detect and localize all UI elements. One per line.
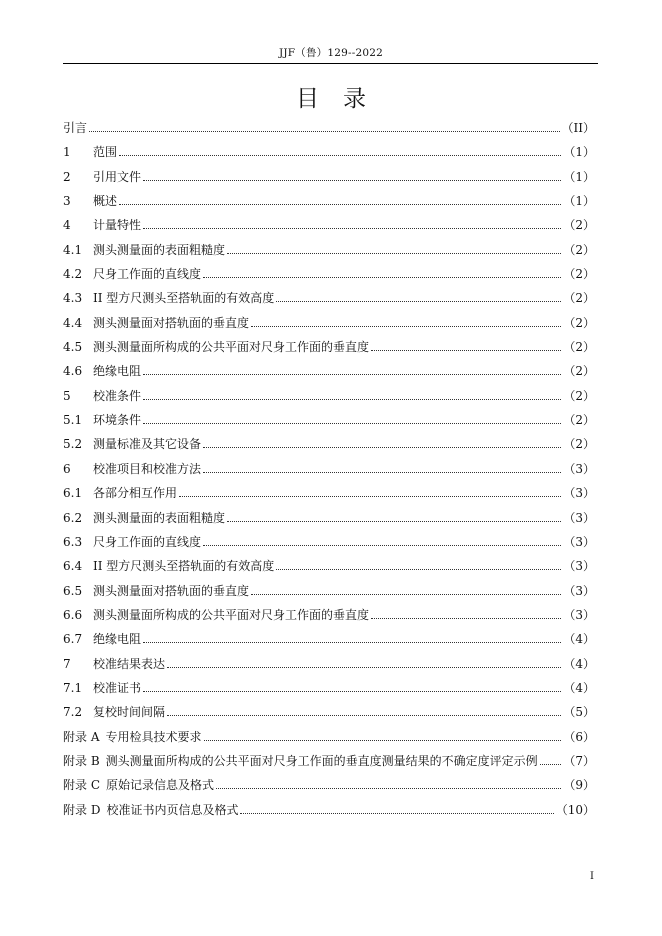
toc-entry-title: 绝缘电阻	[93, 632, 142, 647]
toc-entry-title: 尺身工作面的直线度	[93, 534, 202, 549]
toc-entry-title: 测头测量面对搭轨面的垂直度	[93, 315, 250, 330]
toc-entry-number: 附录 C	[63, 778, 100, 793]
toc-entry-page: （2）	[563, 413, 595, 428]
toc-entry-title: 测头测量面所构成的公共平面对尺身工作面的垂直度测量结果的不确定度评定示例	[105, 753, 538, 768]
toc-dot-leader	[540, 763, 562, 765]
toc-entry-number: 7.1	[63, 680, 83, 695]
table-of-contents	[63, 116, 595, 822]
toc-dot-leader	[203, 446, 561, 448]
toc-dot-leader	[143, 179, 561, 181]
toc-dot-leader	[227, 520, 561, 522]
toc-entry[interactable]	[63, 579, 595, 603]
toc-entry[interactable]	[63, 554, 595, 578]
toc-entry-page: （1）	[563, 194, 595, 209]
toc-entry-title: 复校时间间隔	[93, 705, 166, 720]
toc-entry-page: （7）	[563, 753, 595, 768]
toc-entry-page: （4）	[563, 680, 595, 695]
toc-entry-number: 4.2	[63, 267, 83, 282]
toc-dot-leader	[119, 203, 561, 205]
toc-dot-leader	[203, 276, 561, 278]
toc-entry-title: II 型方尺测头至搭轨面的有效高度	[93, 559, 275, 574]
toc-entry-title: 原始记录信息及格式	[106, 778, 215, 793]
toc-entry-title: 测头测量面的表面粗糙度	[93, 510, 226, 525]
toc-entry-number: 4.6	[63, 364, 83, 379]
toc-entry[interactable]	[63, 481, 595, 505]
toc-entry-page: （1）	[563, 145, 595, 160]
toc-entry[interactable]	[63, 384, 595, 408]
toc-entry-page: （2）	[563, 242, 595, 257]
toc-entry-number: 6.2	[63, 510, 83, 525]
toc-entry-number: 5.1	[63, 413, 83, 428]
toc-entry-page: （4）	[563, 632, 595, 647]
toc-entry-title: 校准项目和校准方法	[93, 461, 202, 476]
toc-entry-page: （3）	[563, 559, 595, 574]
toc-dot-leader	[203, 544, 561, 546]
toc-entry[interactable]	[63, 676, 595, 700]
toc-dot-leader	[143, 422, 561, 424]
toc-entry-title: 计量特性	[93, 218, 142, 233]
toc-entry-page: （3）	[563, 461, 595, 476]
toc-entry-title: 绝缘电阻	[93, 364, 142, 379]
toc-dot-leader	[227, 252, 561, 254]
toc-entry-page: （2）	[563, 218, 595, 233]
toc-entry-title: 专用检具技术要求	[105, 729, 202, 744]
header-rule	[63, 63, 598, 64]
toc-entry-number: 4.5	[63, 340, 83, 355]
toc-entry-page: （4）	[563, 656, 595, 671]
toc-dot-leader	[251, 325, 561, 327]
toc-entry[interactable]	[63, 725, 595, 749]
document-code-header: JJF（鲁）129--2022	[278, 47, 384, 59]
toc-entry[interactable]	[63, 506, 595, 530]
toc-dot-leader	[143, 690, 561, 692]
toc-entry-number: 4.3	[63, 291, 83, 306]
toc-entry-number: 6.4	[63, 559, 83, 574]
toc-entry-page: （3）	[563, 534, 595, 549]
toc-entry[interactable]	[63, 773, 595, 797]
toc-entry-title: 各部分相互作用	[93, 486, 178, 501]
toc-entry-page: （10）	[555, 802, 595, 817]
toc-entry[interactable]	[63, 359, 595, 383]
toc-entry-title: 概述	[93, 194, 118, 209]
toc-entry-title: 尺身工作面的直线度	[93, 267, 202, 282]
toc-entry[interactable]	[63, 238, 595, 262]
toc-dot-leader	[203, 471, 561, 473]
toc-entry-number: 1	[63, 145, 71, 160]
toc-entry-title: 环境条件	[93, 413, 142, 428]
toc-entry[interactable]	[63, 798, 595, 822]
toc-entry-page: （II）	[561, 121, 595, 135]
toc-entry-number: 附录 A	[63, 729, 100, 744]
toc-entry-number: 附录 B	[63, 753, 100, 768]
toc-dot-leader	[143, 227, 561, 229]
toc-entry-number: 5	[63, 388, 71, 403]
toc-entry[interactable]	[63, 286, 595, 310]
toc-dot-leader	[276, 568, 561, 570]
toc-entry-page: （5）	[563, 705, 595, 720]
toc-entry-number: 4	[63, 218, 71, 233]
toc-dot-leader	[119, 154, 561, 156]
toc-entry-page: （2）	[563, 340, 595, 355]
toc-entry[interactable]	[63, 700, 595, 724]
toc-dot-leader	[167, 666, 561, 668]
toc-title: 目录	[296, 86, 390, 112]
toc-entry[interactable]	[63, 189, 595, 213]
toc-dot-leader	[143, 398, 561, 400]
toc-entry[interactable]	[63, 140, 595, 164]
toc-entry-number: 4.1	[63, 242, 83, 257]
toc-entry-number: 3	[63, 194, 71, 209]
toc-entry-page: （2）	[563, 437, 595, 452]
toc-entry-page: （3）	[563, 486, 595, 501]
toc-entry-number: 6.3	[63, 534, 83, 549]
toc-entry[interactable]	[63, 627, 595, 651]
toc-entry[interactable]	[63, 432, 595, 456]
toc-dot-leader	[276, 300, 561, 302]
toc-entry-number: 6.1	[63, 486, 83, 501]
toc-entry-title: 校准条件	[93, 388, 142, 403]
toc-entry[interactable]	[63, 603, 595, 627]
toc-entry-number: 6	[63, 461, 71, 476]
toc-entry-title: II 型方尺测头至搭轨面的有效高度	[93, 291, 275, 306]
toc-entry[interactable]	[63, 457, 595, 481]
toc-entry-title: 校准证书内页信息及格式	[106, 802, 239, 817]
toc-entry[interactable]	[63, 311, 595, 335]
toc-entry-page: （2）	[563, 315, 595, 330]
toc-entry-title: 测头测量面的表面粗糙度	[93, 242, 226, 257]
toc-entry[interactable]	[63, 652, 595, 676]
toc-entry[interactable]	[63, 530, 595, 554]
toc-dot-leader	[371, 349, 561, 351]
toc-entry-number: 6.6	[63, 607, 83, 622]
page-number: I	[590, 871, 594, 882]
toc-entry[interactable]	[63, 408, 595, 432]
toc-entry-page: （2）	[563, 267, 595, 282]
toc-entry[interactable]	[63, 262, 595, 286]
toc-entry-page: （2）	[563, 388, 595, 403]
toc-entry-title: 测头测量面对搭轨面的垂直度	[93, 583, 250, 598]
toc-entry-number: 6.5	[63, 583, 83, 598]
toc-entry[interactable]	[63, 165, 595, 189]
toc-entry-title: 校准证书	[93, 680, 142, 695]
toc-entry[interactable]	[63, 749, 595, 773]
toc-entry-number: 2	[63, 169, 71, 184]
toc-entry-page: （3）	[563, 607, 595, 622]
toc-dot-leader	[167, 714, 561, 716]
toc-entry-page: （3）	[563, 510, 595, 525]
toc-entry-number: 7.2	[63, 705, 83, 720]
toc-entry-number: 7	[63, 656, 71, 671]
toc-entry-title: 范围	[93, 145, 118, 160]
toc-entry-page: （3）	[563, 583, 595, 598]
toc-entry-number: 5.2	[63, 437, 83, 452]
toc-entry-number: 附录 D	[63, 802, 101, 817]
toc-entry-title: 引用文件	[93, 169, 142, 184]
toc-dot-leader	[204, 739, 562, 741]
toc-entry-title: 测量标准及其它设备	[93, 437, 202, 452]
toc-entry[interactable]	[63, 335, 595, 359]
toc-entry-page: （2）	[563, 364, 595, 379]
toc-entry-title: 测头测量面所构成的公共平面对尺身工作面的垂直度	[93, 340, 370, 355]
toc-dot-leader	[179, 495, 561, 497]
toc-entry-page: （9）	[563, 778, 595, 793]
toc-entry-title: 校准结果表达	[93, 656, 166, 671]
toc-dot-leader	[240, 812, 553, 814]
toc-entry-page: （6）	[563, 729, 595, 744]
toc-entry-number: 4.4	[63, 315, 83, 330]
toc-dot-leader	[216, 787, 561, 789]
toc-entry[interactable]	[63, 213, 595, 237]
toc-dot-leader	[143, 373, 561, 375]
toc-dot-leader	[371, 617, 561, 619]
toc-entry-number: 6.7	[63, 632, 83, 647]
toc-dot-leader	[89, 130, 560, 132]
toc-dot-leader	[251, 593, 561, 595]
toc-entry-page: （1）	[563, 169, 595, 184]
toc-dot-leader	[143, 641, 561, 643]
toc-entry-page: （2）	[563, 291, 595, 306]
toc-entry-title: 引言	[63, 121, 88, 135]
toc-entry-title: 测头测量面所构成的公共平面对尺身工作面的垂直度	[93, 607, 370, 622]
toc-entry[interactable]	[63, 116, 595, 140]
